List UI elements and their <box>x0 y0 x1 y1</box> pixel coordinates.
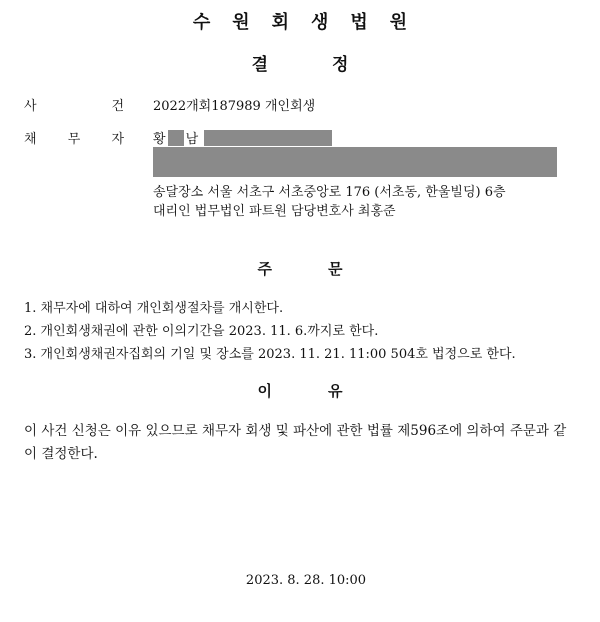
redaction-block <box>204 130 332 146</box>
debtor-name-first: 황 <box>153 132 166 147</box>
order-heading: 주문 <box>257 260 399 278</box>
decision-date: 2023. 8. 28. 10:00 <box>245 573 367 588</box>
debtor-name-last: 남 <box>185 132 199 147</box>
debtor-label <box>24 128 124 147</box>
redaction-block <box>168 130 184 146</box>
reason-heading: 이유 <box>257 382 399 400</box>
debtor-label-char: 자 <box>111 132 124 147</box>
debtor-label-char: 무 <box>67 132 81 147</box>
court-title: 수원회생법원 <box>192 12 430 33</box>
case-label <box>24 95 124 114</box>
order-item: 2. 개인회생채권에 관한 이의기간을 2023. 11. 6.까지로 한다. <box>24 324 379 339</box>
reason-text: 이 사건 신청은 이유 있으므로 채무자 회생 및 파산에 관한 법률 제596조에 의하여 주문과 같이 결정한다. <box>24 423 567 462</box>
address-redaction-block <box>153 147 557 177</box>
order-item: 3. 개인회생채권자집회의 기일 및 장소를 2023. 11. 21. 11:00 504호 법정으로 한다. <box>24 347 516 362</box>
service-address: 송달장소 서울 서초구 서초중앙로 176 (서초동, 한울빌딩) 6층 <box>153 185 506 200</box>
document-type-heading: 결정 <box>251 55 413 75</box>
debtor-label-char: 채 <box>24 132 37 147</box>
case-label-char: 건 <box>111 99 124 114</box>
debtor-name <box>153 128 332 147</box>
case-number: 2022개회187989 개인회생 <box>153 99 316 114</box>
case-label-char: 사 <box>24 99 37 114</box>
order-item: 1. 채무자에 대하여 개인회생절차를 개시한다. <box>24 301 284 316</box>
legal-agent: 대리인 법무법인 파트원 담당변호사 최홍준 <box>153 204 396 219</box>
